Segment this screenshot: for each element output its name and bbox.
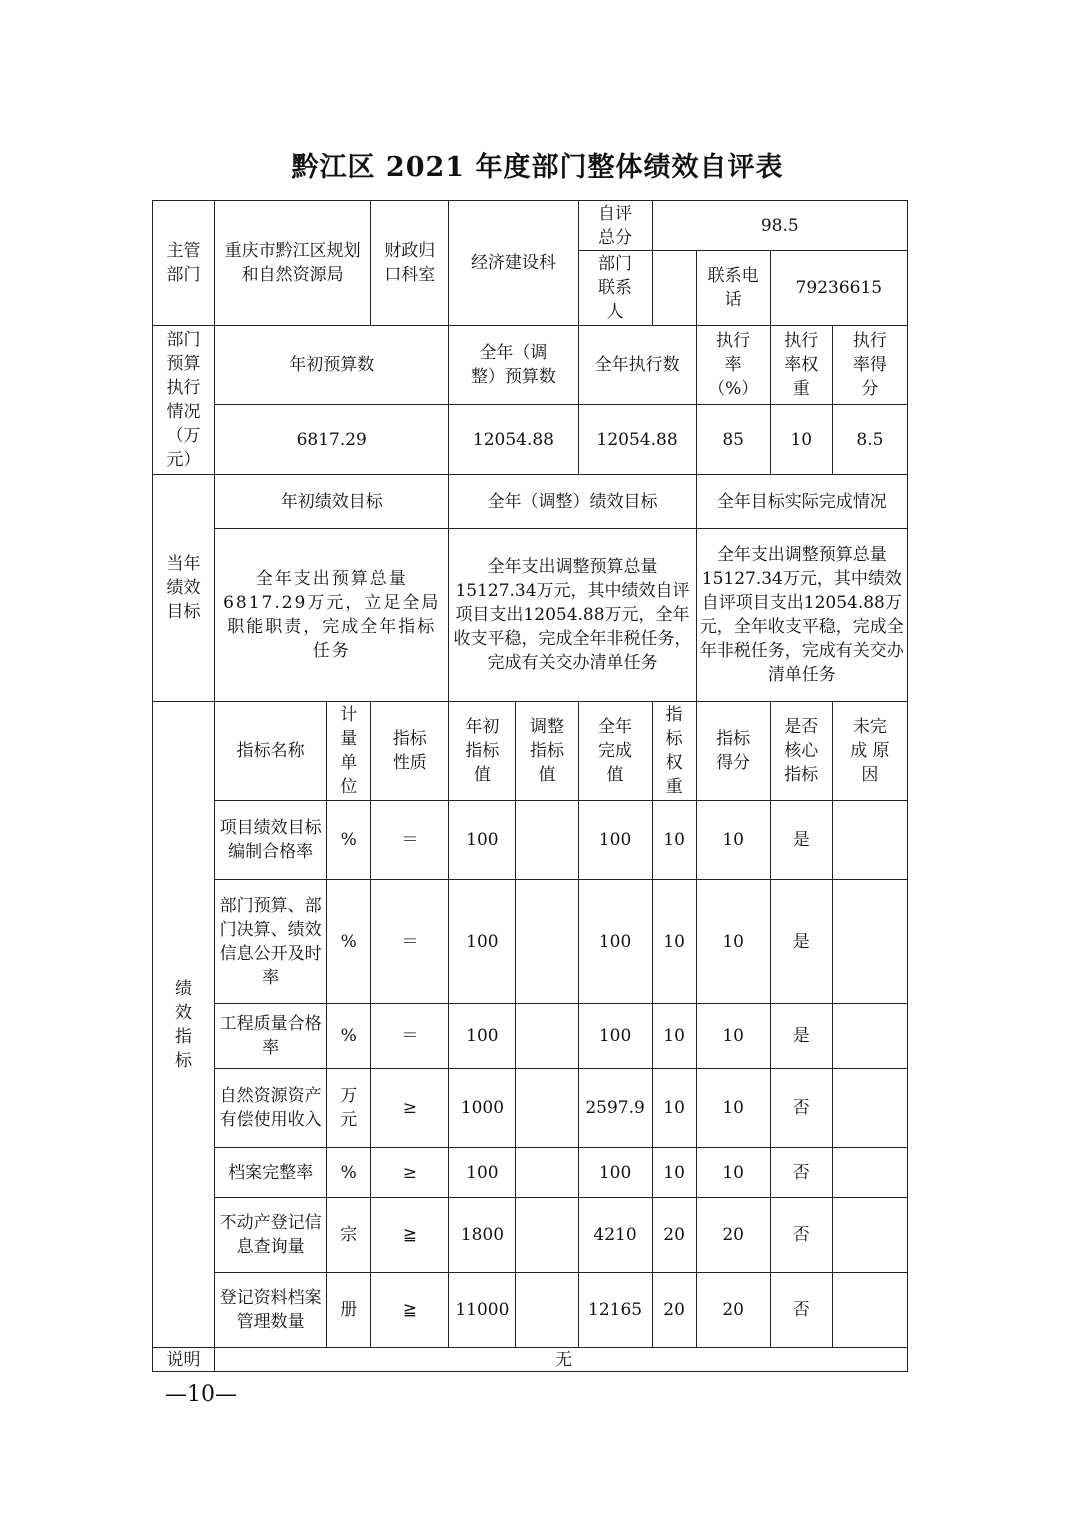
indicator-nature: ≧ [371,1273,449,1348]
indicator-weight: 10 [652,880,696,1004]
indicator-name: 自然资源资产有偿使用收入 [215,1069,327,1148]
indicator-reason [832,880,907,1004]
indicator-actual: 100 [578,880,652,1004]
indicator-nature: ≧ [371,1198,449,1273]
note-value: 无 [215,1348,908,1372]
indicator-unit: 万元 [327,1069,371,1148]
ind-header-unit: 计 量 单 位 [327,702,371,801]
indicator-reason [832,1273,907,1348]
budget-adjusted: 12054.88 [449,405,578,475]
ind-header-score: 指标 得分 [696,702,770,801]
goals-actual-text: 全年支出调整预算总量15127.34万元，其中绩效自评项目支出12054.88万元，全年收支平稳，完成全年非税任务，完成有关交办清单任务 [696,529,907,702]
indicator-weight: 20 [652,1273,696,1348]
ind-header-name: 指标名称 [215,702,327,801]
indicator-nature: ＝ [371,880,449,1004]
phone-value: 79236615 [770,251,907,326]
budget-executed: 12054.88 [578,405,696,475]
indicator-core: 否 [770,1273,832,1348]
indicator-actual: 100 [578,1004,652,1069]
indicator-unit: 册 [327,1273,371,1348]
indicator-reason [832,1069,907,1148]
indicator-core: 否 [770,1148,832,1198]
indicator-name: 不动产登记信息查询量 [215,1198,327,1273]
indicator-nature: ＝ [371,801,449,880]
table-row [153,1198,908,1273]
score-label: 自评 总分 [578,201,652,251]
indicator-weight: 20 [652,1198,696,1273]
table-row [153,1069,908,1148]
indicator-reason [832,1148,907,1198]
goals-section-label: 当年 绩效 目标 [153,475,215,702]
indicator-reason [832,1198,907,1273]
indicator-unit: % [327,1148,371,1198]
indicator-score: 10 [696,1069,770,1148]
indicator-name: 档案完整率 [215,1148,327,1198]
indicator-initial: 100 [449,1148,516,1198]
indicator-adjusted [516,1069,578,1148]
indicator-adjusted [516,1004,578,1069]
indicator-reason [832,801,907,880]
indicator-weight: 10 [652,801,696,880]
performance-table [152,200,908,1372]
ind-header-initial: 年初 指标 值 [449,702,516,801]
indicator-reason [832,1004,907,1069]
ind-header-reason: 未完 成 原 因 [832,702,907,801]
budget-score: 8.5 [832,405,907,475]
table-row [153,1273,908,1348]
indicator-initial: 11000 [449,1273,516,1348]
indicator-score: 10 [696,880,770,1004]
goals-col-initial: 年初绩效目标 [215,475,449,529]
budget-rate: 85 [696,405,770,475]
indicator-score: 10 [696,1148,770,1198]
indicator-name: 项目绩效目标编制合格率 [215,801,327,880]
note-label: 说明 [153,1348,215,1372]
indicator-adjusted [516,1198,578,1273]
indicator-adjusted [516,1148,578,1198]
finance-value: 经济建设科 [449,201,578,326]
goals-adjusted-text: 全年支出调整预算总量15127.34万元，其中绩效自评项目支出12054.88万元，全年收支平稳，完成全年非税任务，完成有关交办清单任务 [449,529,696,702]
budget-col-executed: 全年执行数 [578,326,696,405]
indicator-initial: 100 [449,880,516,1004]
ind-header-core: 是否 核心 指标 [770,702,832,801]
indicator-initial: 1000 [449,1069,516,1148]
indicator-core: 是 [770,880,832,1004]
goals-col-adjusted: 全年（调整）绩效目标 [449,475,696,529]
indicator-score: 20 [696,1273,770,1348]
budget-initial: 6817.29 [215,405,449,475]
budget-col-initial: 年初预算数 [215,326,449,405]
indicator-initial: 1800 [449,1198,516,1273]
finance-label: 财政归口科室 [371,201,449,326]
indicator-nature: ≥ [371,1069,449,1148]
indicator-weight: 10 [652,1004,696,1069]
contact-value [652,251,696,326]
indicator-name: 工程质量合格率 [215,1004,327,1069]
indicator-initial: 100 [449,1004,516,1069]
indicator-actual: 100 [578,1148,652,1198]
indicator-actual: 2597.9 [578,1069,652,1148]
budget-col-score: 执行 率得 分 [832,326,907,405]
page-title: 黔江区 2021 年度部门整体绩效自评表 [291,152,784,183]
indicator-actual: 100 [578,801,652,880]
indicator-score: 10 [696,1004,770,1069]
indicator-nature: ＝ [371,1004,449,1069]
budget-col-weight: 执行 率权 重 [770,326,832,405]
indicator-actual: 4210 [578,1198,652,1273]
indicator-unit: 宗 [327,1198,371,1273]
contact-label: 部门 联系 人 [578,251,652,326]
indicator-name: 部门预算、部门决算、绩效信息公开及时率 [215,880,327,1004]
phone-label: 联系电 话 [696,251,770,326]
indicator-core: 是 [770,801,832,880]
indicator-adjusted [516,880,578,1004]
indicator-score: 20 [696,1198,770,1273]
indicators-section-label: 绩 效 指 标 [153,702,215,1348]
table-row [153,880,908,1004]
indicator-unit: % [327,1004,371,1069]
budget-weight: 10 [770,405,832,475]
ind-header-weight: 指 标 权 重 [652,702,696,801]
ind-header-nature: 指标 性质 [371,702,449,801]
indicator-score: 10 [696,801,770,880]
table-row [153,801,908,880]
dept-name: 重庆市黔江区规划和自然资源局 [215,201,371,326]
budget-section-label: 部门 预算 执行 情况 （万 元） [153,326,215,475]
score-value: 98.5 [652,201,907,251]
goals-initial-text: 全年支出预算总量6817.29万元，立足全局职能职责，完成全年指标任务 [215,529,449,702]
indicator-initial: 100 [449,801,516,880]
budget-col-rate: 执行 率 （%） [696,326,770,405]
indicator-unit: % [327,880,371,1004]
indicator-core: 是 [770,1004,832,1069]
indicator-actual: 12165 [578,1273,652,1348]
indicator-unit: % [327,801,371,880]
page-number: —10— [165,1382,237,1407]
indicator-core: 否 [770,1069,832,1148]
indicator-adjusted [516,1273,578,1348]
dept-label: 主管 部门 [153,201,215,326]
indicator-core: 否 [770,1198,832,1273]
indicator-name: 登记资料档案管理数量 [215,1273,327,1348]
indicator-weight: 10 [652,1148,696,1198]
table-row [153,1148,908,1198]
ind-header-actual: 全年 完成 值 [578,702,652,801]
indicator-weight: 10 [652,1069,696,1148]
table-row [153,1004,908,1069]
goals-col-actual: 全年目标实际完成情况 [696,475,907,529]
indicator-nature: ≥ [371,1148,449,1198]
budget-col-adjusted: 全年（调整）预算数 [449,326,578,405]
indicator-adjusted [516,801,578,880]
ind-header-adjusted: 调整 指标 值 [516,702,578,801]
